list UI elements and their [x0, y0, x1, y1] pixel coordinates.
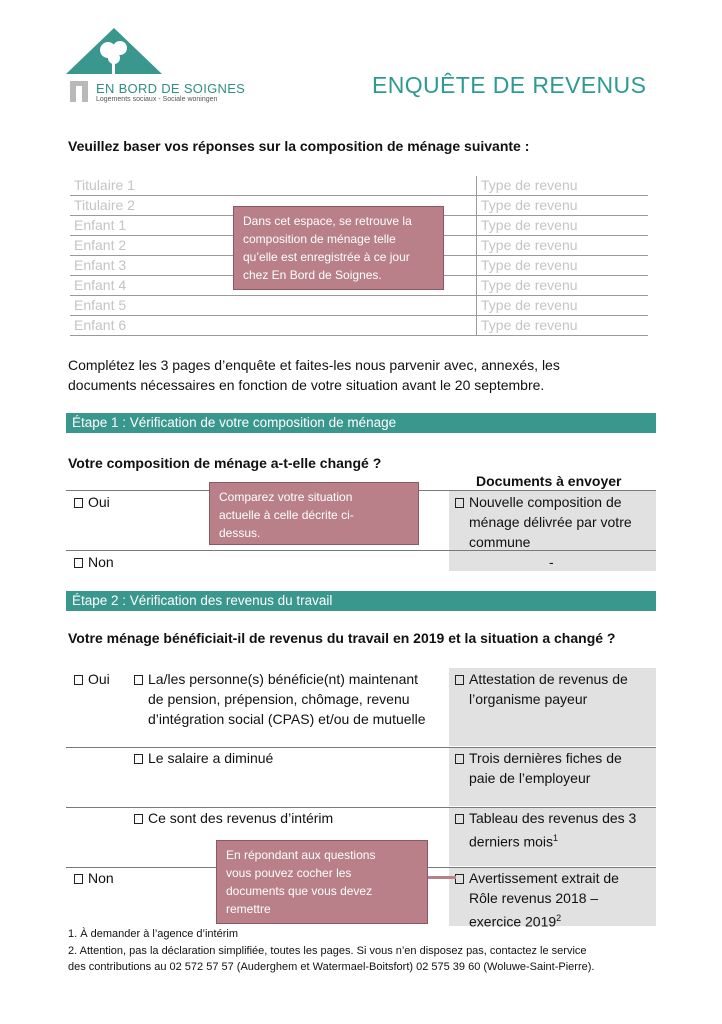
- checkbox-icon[interactable]: [74, 675, 83, 685]
- member-name: Titulaire 1: [74, 177, 135, 193]
- doc-line: l’organisme payeur: [469, 691, 588, 707]
- step2-non-checkbox[interactable]: Non: [74, 868, 114, 888]
- member-name: Enfant 5: [74, 297, 127, 313]
- member-name: Enfant 2: [74, 237, 127, 253]
- note-line: actuelle à celle décrite ci-: [219, 508, 354, 522]
- situation-interim-checkbox[interactable]: Ce sont des revenus d’intérim: [134, 808, 333, 828]
- doc-attestation-checkbox[interactable]: Attestation de revenus de: [455, 669, 628, 689]
- logo-building-icon: [70, 81, 88, 102]
- income-type: Type de revenu: [481, 297, 578, 313]
- checkbox-icon[interactable]: [134, 754, 143, 764]
- checkbox-icon[interactable]: [455, 498, 464, 508]
- situation-salary-checkbox[interactable]: Le salaire a diminué: [134, 748, 273, 768]
- note-line: documents que vous devez: [226, 884, 373, 898]
- member-name: Enfant 4: [74, 277, 127, 293]
- checkbox-icon[interactable]: [134, 814, 143, 824]
- income-type: Type de revenu: [481, 237, 578, 253]
- footnote-ref: 1: [553, 833, 559, 843]
- income-type: Type de revenu: [481, 177, 578, 193]
- note-line: Comparez votre situation: [219, 490, 353, 504]
- doc-tax-notice-checkbox[interactable]: Avertissement extrait de: [455, 868, 619, 888]
- step1-bar: Étape 1 : Vérification de votre composition de ménage: [66, 413, 656, 433]
- step2-oui-checkbox[interactable]: Oui: [74, 669, 110, 689]
- note-line: chez En Bord de Soignes.: [243, 268, 382, 282]
- member-name: Enfant 6: [74, 317, 127, 333]
- composition-row: [70, 296, 648, 316]
- note-line: dessus.: [219, 526, 261, 540]
- step1-note: [209, 482, 419, 545]
- step1-question: Votre composition de ménage a-t-elle changé ?: [68, 455, 382, 471]
- doc-interim-table-checkbox[interactable]: Tableau des revenus des 3: [455, 808, 636, 828]
- note-line: vous pouvez cocher les: [226, 866, 352, 880]
- income-type: Type de revenu: [481, 277, 578, 293]
- situation-pension-checkbox[interactable]: La/les personne(s) bénéficie(nt) maintenant: [134, 669, 418, 689]
- footnote: 1. À demander à l’agence d’intérim: [68, 928, 238, 940]
- footnote: des contributions au 02 572 57 57 (Auderghem et Watermael-Boitsfort) 02 575 39 60 (Woluwe-Saint-Pierre).: [68, 961, 595, 973]
- checkbox-icon[interactable]: [455, 874, 464, 884]
- situation-line: d’intégration social (CPAS) et/ou de mutuelle: [148, 711, 426, 727]
- member-name: Enfant 3: [74, 257, 127, 273]
- income-type: Type de revenu: [481, 197, 578, 213]
- footnote-ref: 2: [556, 913, 562, 923]
- instructions-line: Complétez les 3 pages d’enquête et faites-les nous parvenir avec, annexés, les: [68, 357, 560, 373]
- composition-row: [70, 316, 648, 336]
- step2-question: Votre ménage bénéficiait-il de revenus du travail en 2019 et la situation a changé ?: [68, 630, 616, 646]
- situation-line: de pension, prépension, chômage, revenu: [148, 691, 410, 707]
- logo-name: EN BORD DE SOIGNES: [96, 81, 246, 96]
- note-line: composition de ménage telle: [243, 232, 396, 246]
- note-line: qu’elle est enregistrée à ce jour: [243, 250, 410, 264]
- logo-subtitle: Logements sociaux - Sociale woningen: [96, 96, 218, 103]
- checkbox-icon[interactable]: [134, 675, 143, 685]
- intro-heading: Veuillez baser vos réponses sur la composition de ménage suivante :: [68, 138, 530, 154]
- doc-payslips-checkbox[interactable]: Trois dernières fiches de: [455, 748, 622, 768]
- checkbox-icon[interactable]: [455, 754, 464, 764]
- doc-line: derniers mois$^1$: [469, 833, 559, 850]
- doc-line: paie de l’employeur: [469, 770, 591, 786]
- documents-header: Documents à envoyer: [476, 473, 622, 489]
- note-line: Dans cet espace, se retrouve la: [243, 214, 412, 228]
- income-type: Type de revenu: [481, 257, 578, 273]
- income-type: Type de revenu: [481, 317, 578, 333]
- note-connector: [428, 876, 456, 879]
- note-line: remettre: [226, 902, 271, 916]
- member-name: Enfant 1: [74, 217, 127, 233]
- step2-bar: Étape 2 : Vérification des revenus du travail: [66, 591, 656, 611]
- checkbox-icon[interactable]: [455, 675, 464, 685]
- doc-line: Rôle revenus 2018 –: [469, 890, 599, 906]
- doc-none: -: [549, 554, 554, 570]
- checkbox-icon[interactable]: [74, 874, 83, 884]
- doc-composition-checkbox[interactable]: Nouvelle composition de: [455, 492, 622, 512]
- checkbox-icon[interactable]: [74, 498, 83, 508]
- doc-line: ménage délivrée par votre: [469, 514, 632, 530]
- composition-row: [70, 176, 648, 196]
- composition-note: [233, 206, 444, 290]
- doc-line: commune: [469, 534, 531, 550]
- step1-oui-checkbox[interactable]: Oui: [74, 492, 110, 512]
- step1-non-checkbox[interactable]: Non: [74, 552, 114, 572]
- checkbox-icon[interactable]: [74, 558, 83, 568]
- income-type: Type de revenu: [481, 217, 578, 233]
- doc-line: exercice 2019$^2$: [469, 913, 562, 930]
- instructions-line: documents nécessaires en fonction de votre situation avant le 20 septembre.: [68, 377, 545, 393]
- document-title: ENQUÊTE DE REVENUS: [372, 72, 647, 98]
- footnote: 2. Attention, pas la déclaration simplifiée, toutes les pages. Si vous n’en disposez pas, contactez le service: [68, 945, 587, 957]
- member-name: Titulaire 2: [74, 197, 135, 213]
- step2-note: [216, 840, 428, 924]
- checkbox-icon[interactable]: [455, 814, 464, 824]
- note-line: En répondant aux questions: [226, 848, 376, 862]
- logo-house-icon: [66, 28, 162, 76]
